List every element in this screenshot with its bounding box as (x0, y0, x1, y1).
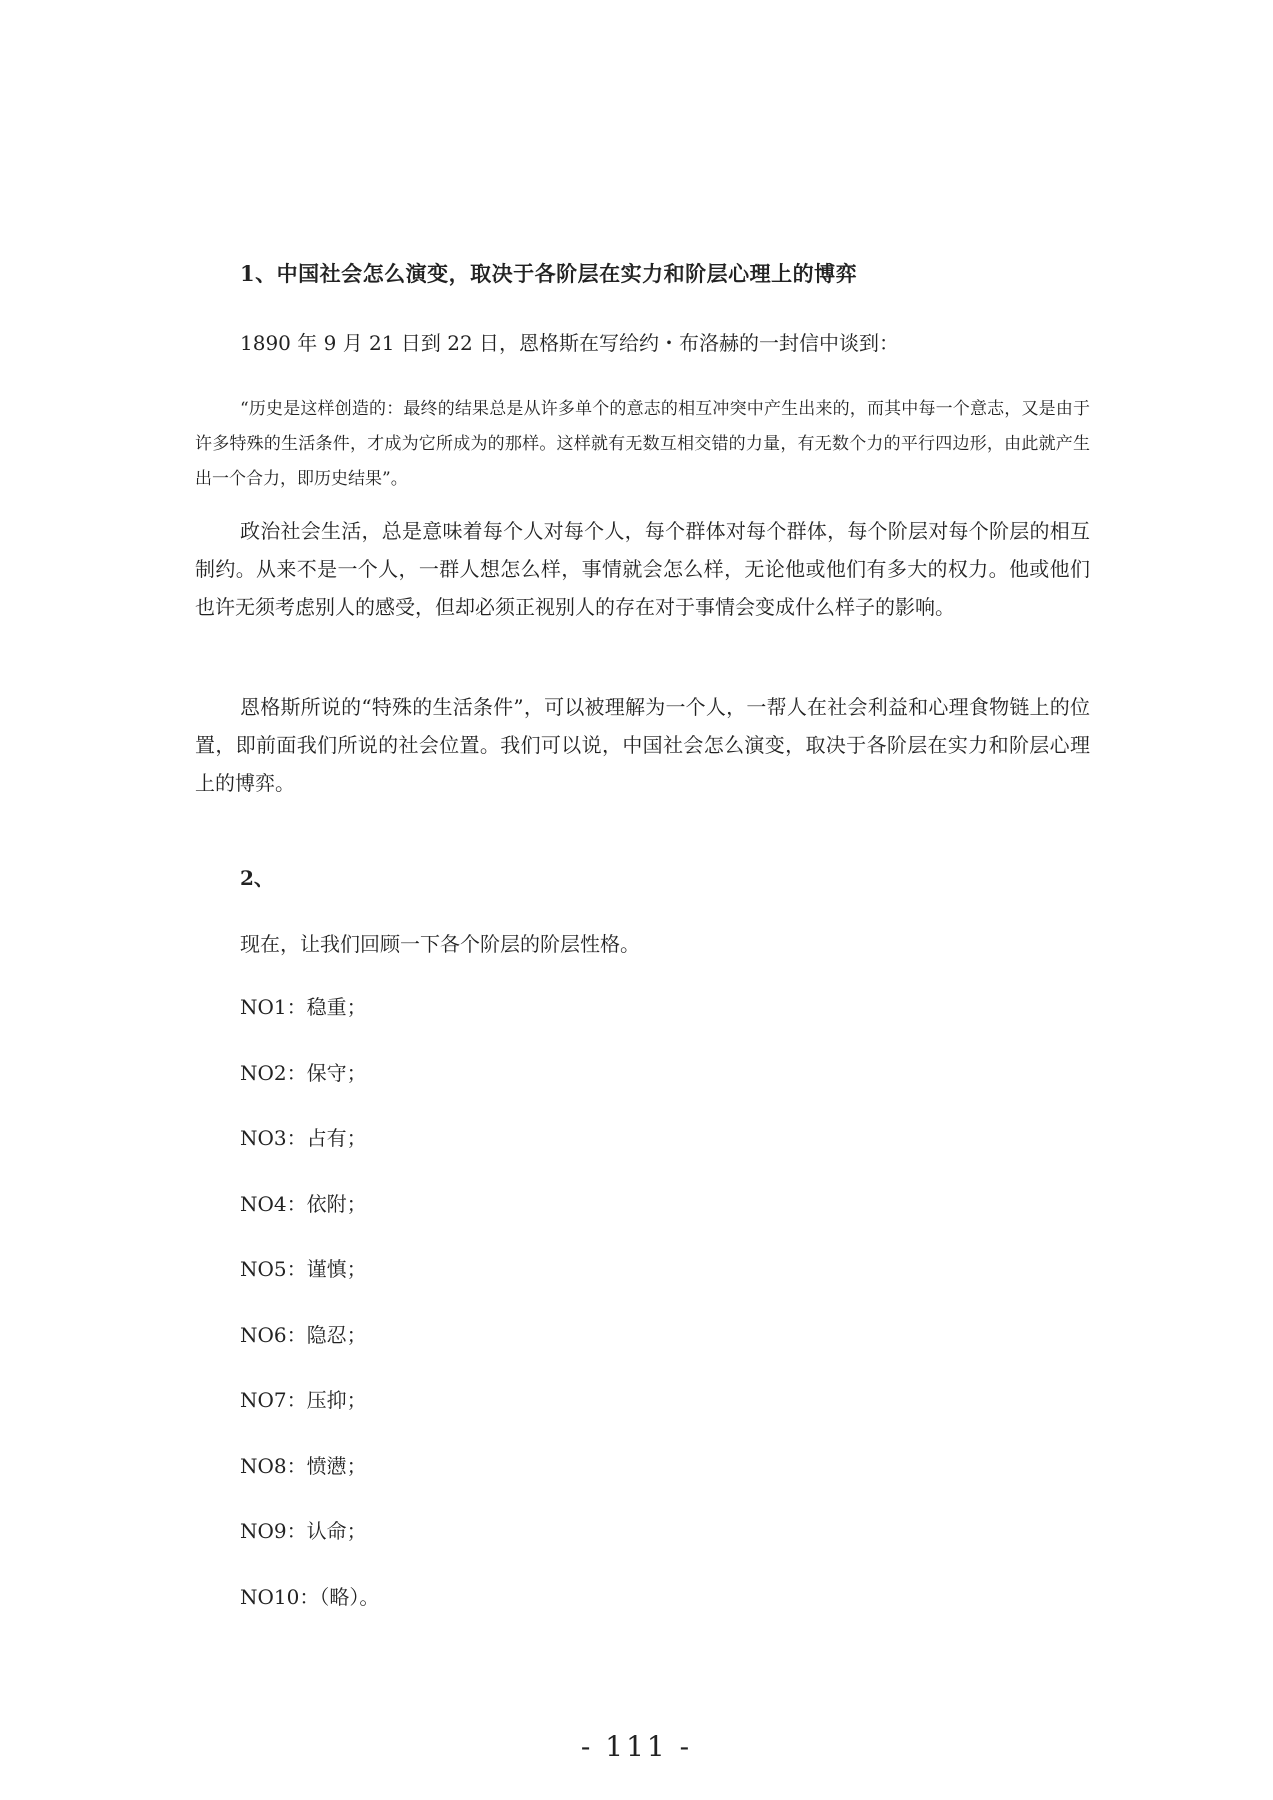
list-item: NO1：稳重； (240, 995, 367, 1019)
list-item: NO7：压抑； (240, 1388, 367, 1412)
class-traits-list (240, 993, 379, 1648)
section-2-intro: 现在，让我们回顾一下各个阶层的阶层性格。 (240, 932, 640, 956)
page-number: - 111 - (580, 1730, 693, 1763)
list-item: NO3：占有； (240, 1126, 367, 1150)
paragraph-1: 政治社会生活，总是意味着每个人对每个人，每个群体对每个群体，每个阶层对每个阶层的相互制约。从来不是一个人，一群人想怎么样，事情就会怎么样，无论他或他们有多大的权力。他或他们也许无须考虑别人的感受，但却必须正视别人的存在对于事情会变成什么样子的影响。 (195, 519, 1090, 619)
section-2-heading: 2、 (240, 866, 274, 890)
list-item: NO5：谨慎； (240, 1257, 367, 1281)
list-item: NO8：愤懑； (240, 1453, 367, 1478)
list-item: NO10：（略）。 (240, 1584, 380, 1609)
list-item: NO2：保守； (240, 1060, 367, 1085)
intro-line: 1890 年 9 月 21 日到 22 日，恩格斯在写给约・布洛赫的一封信中谈到： (240, 331, 900, 355)
list-item: NO9：认命； (240, 1519, 367, 1543)
list-item: NO4：依附； (240, 1191, 367, 1216)
paragraph-2: 恩格斯所说的“特殊的生活条件”，可以被理解为一个人，一帮人在社会利益和心理食物链上的位置，即前面我们所说的社会位置。我们可以说，中国社会怎么演变，取决于各阶层在实力和阶层心理上的博弈。 (195, 695, 1090, 795)
section-1-heading: 1、中国社会怎么演变，取决于各阶层在实力和阶层心理上的博弈 (240, 261, 858, 286)
engels-quote: “历史是这样创造的：最终的结果总是从许多单个的意志的相互冲突中产生出来的，而其中每一个意志，又是由于许多特殊的生活条件，才成为它所成为的那样。这样就有无数互相交错的力量，有无数个力的平行四边形，由此就产生出一个合力，即历史结果”。 (195, 399, 1090, 489)
list-item: NO6：隐忍； (240, 1322, 367, 1347)
